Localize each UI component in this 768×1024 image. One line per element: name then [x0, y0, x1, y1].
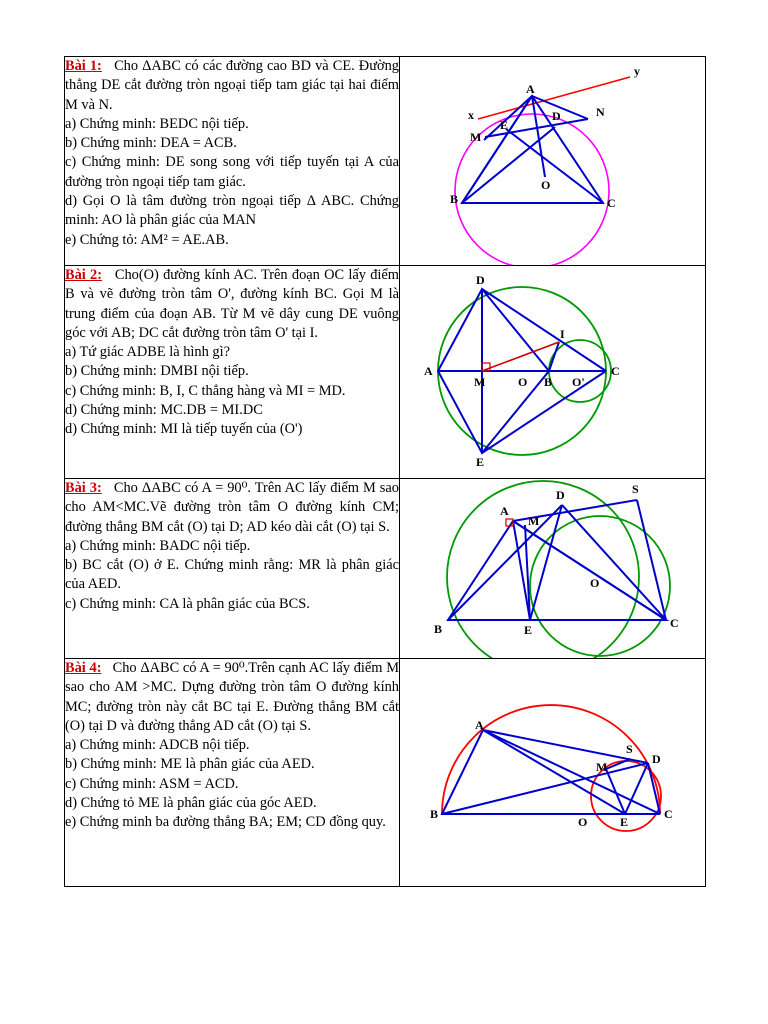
item: d) Chứng minh: MC.DB = MI.DC: [65, 402, 263, 419]
figure-label: O: [590, 576, 600, 590]
item: c) Chứng minh: DE song song với tiếp tuyến tại A của đường tròn ngoại tiếp tam giác.: [65, 154, 399, 190]
problem-title: Bài 4:: [65, 660, 102, 676]
problem-intro: Cho(O) đường kính AC. Trên đoạn OC lấy điểm B và vẽ đường tròn tâm O', đường kính BC. Gọi M là trung điểm của đoạn AB. Từ M vẽ dây cung DE vuông góc với AB; DC cắt đường tròn tâm O' tại I.: [65, 267, 399, 341]
problem-row-1: [65, 57, 706, 266]
figure-label: O: [578, 815, 588, 829]
figure-label: E: [500, 118, 509, 132]
item: c) Chứng minh: B, I, C thẳng hàng và MI = MD.: [65, 382, 346, 399]
figure-label: E: [476, 455, 485, 469]
problem-text-4: [65, 659, 400, 887]
figure-label: C: [611, 364, 620, 378]
figure-label: B: [544, 375, 553, 389]
problem-row-2: [65, 266, 706, 479]
figure-label: I: [560, 327, 565, 341]
problem-figure-4: [400, 659, 706, 887]
figure-label: A: [475, 718, 484, 732]
problem-figure-2: [400, 266, 706, 479]
item: a) Chứng minh: BEDC nội tiếp.: [65, 115, 249, 132]
exercise-table: [64, 56, 706, 887]
figure-label: O: [518, 375, 528, 389]
item: e) Chứng minh ba đường thẳng BA; EM; CD đồng quy.: [65, 814, 386, 831]
figure-label: C: [664, 807, 673, 821]
problem-text-2: [65, 266, 400, 479]
figure-label: M: [596, 760, 608, 774]
figure-label: D: [476, 273, 485, 287]
item: b) Chứng minh: DMBI nội tiếp.: [65, 363, 249, 380]
figure-label: M: [474, 375, 486, 389]
item: e) Chứng tỏ: AM² = AE.AB.: [65, 231, 229, 248]
figure-label: D: [652, 752, 661, 766]
item: a) Tứ giác ADBE là hình gì?: [65, 344, 230, 361]
figure-label: E: [620, 815, 629, 829]
geometry-figure-1: [400, 57, 705, 265]
problem-text-1: [65, 57, 400, 266]
figure-label: B: [450, 192, 459, 206]
problem-intro: Cho ΔABC có A = 90⁰.Trên cạnh AC lấy điểm M sao cho AM >MC. Dựng đường tròn tâm O đường kính MC; đường tròn này cắt BC tại E. Đường thẳng BM cắt (O) tại D và đường thẳng AD cắt (O) tại S.: [65, 660, 399, 734]
figure-label: E: [524, 623, 533, 637]
figure-label: A: [526, 82, 535, 96]
figure-label: S: [632, 482, 639, 496]
figure-label: O: [541, 178, 551, 192]
item: b) Chứng minh: ME là phân giác của AED.: [65, 756, 315, 773]
item: d) Chứng minh: MI là tiếp tuyến của (O'): [65, 421, 303, 438]
problem-intro: Cho ΔABC có các đường cao BD và CE. Đường thẳng DE cắt đường tròn ngoại tiếp tam giác tại hai điểm M và N.: [65, 58, 399, 113]
item: c) Chứng minh: ASM = ACD.: [65, 775, 239, 792]
problem-title: Bài 2:: [65, 267, 103, 283]
figure-label: N: [596, 105, 605, 119]
figure-label: S: [626, 742, 633, 756]
geometry-figure-3: [400, 479, 705, 658]
geometry-figure-4: [400, 659, 705, 886]
figure-label: A: [500, 504, 509, 518]
problem-title: Bài 3:: [65, 480, 102, 496]
figure-label: D: [556, 488, 565, 502]
item: b) Chứng minh: DEA = ACB.: [65, 135, 237, 152]
figure-label: y: [634, 64, 640, 78]
item: d) Gọi O là tâm đường tròn ngoại tiếp Δ ABC. Chứng minh: AO là phân giác của MAN: [65, 193, 399, 229]
figure-label: x: [468, 108, 474, 122]
item: c) Chứng minh: CA là phân giác của BCS.: [65, 595, 310, 612]
problem-row-4: [65, 659, 706, 887]
figure-label: D: [552, 109, 561, 123]
problem-figure-1: [400, 57, 706, 266]
item: a) Chứng minh: BADC nội tiếp.: [65, 537, 251, 554]
geometry-figure-2: [400, 266, 705, 478]
figure-label: C: [607, 196, 616, 210]
problem-figure-3: [400, 479, 706, 659]
problem-row-3: [65, 479, 706, 659]
figure-label: O': [572, 375, 585, 389]
item: d) Chứng tỏ ME là phân giác của góc AED.: [65, 795, 317, 812]
item: b) BC cắt (O) ở E. Chứng minh rằng: MR là phân giác của AED.: [65, 557, 399, 593]
figure-label: A: [424, 364, 433, 378]
figure-label: B: [434, 622, 443, 636]
figure-label: B: [430, 807, 439, 821]
problem-title: Bài 1:: [65, 58, 102, 74]
problem-text-3: [65, 479, 400, 659]
figure-label: C: [670, 616, 679, 630]
figure-label: M: [528, 514, 540, 528]
problem-intro: Cho ΔABC có A = 90⁰. Trên AC lấy điểm M sao cho AM<MC.Vẽ đường tròn tâm O đường kính CM; đường thẳng BM cắt (O) tại D; AD kéo dài cắt (O) tại S.: [65, 480, 399, 535]
figure-label: M: [470, 130, 482, 144]
item: a) Chứng minh: ADCB nội tiếp.: [65, 737, 250, 754]
